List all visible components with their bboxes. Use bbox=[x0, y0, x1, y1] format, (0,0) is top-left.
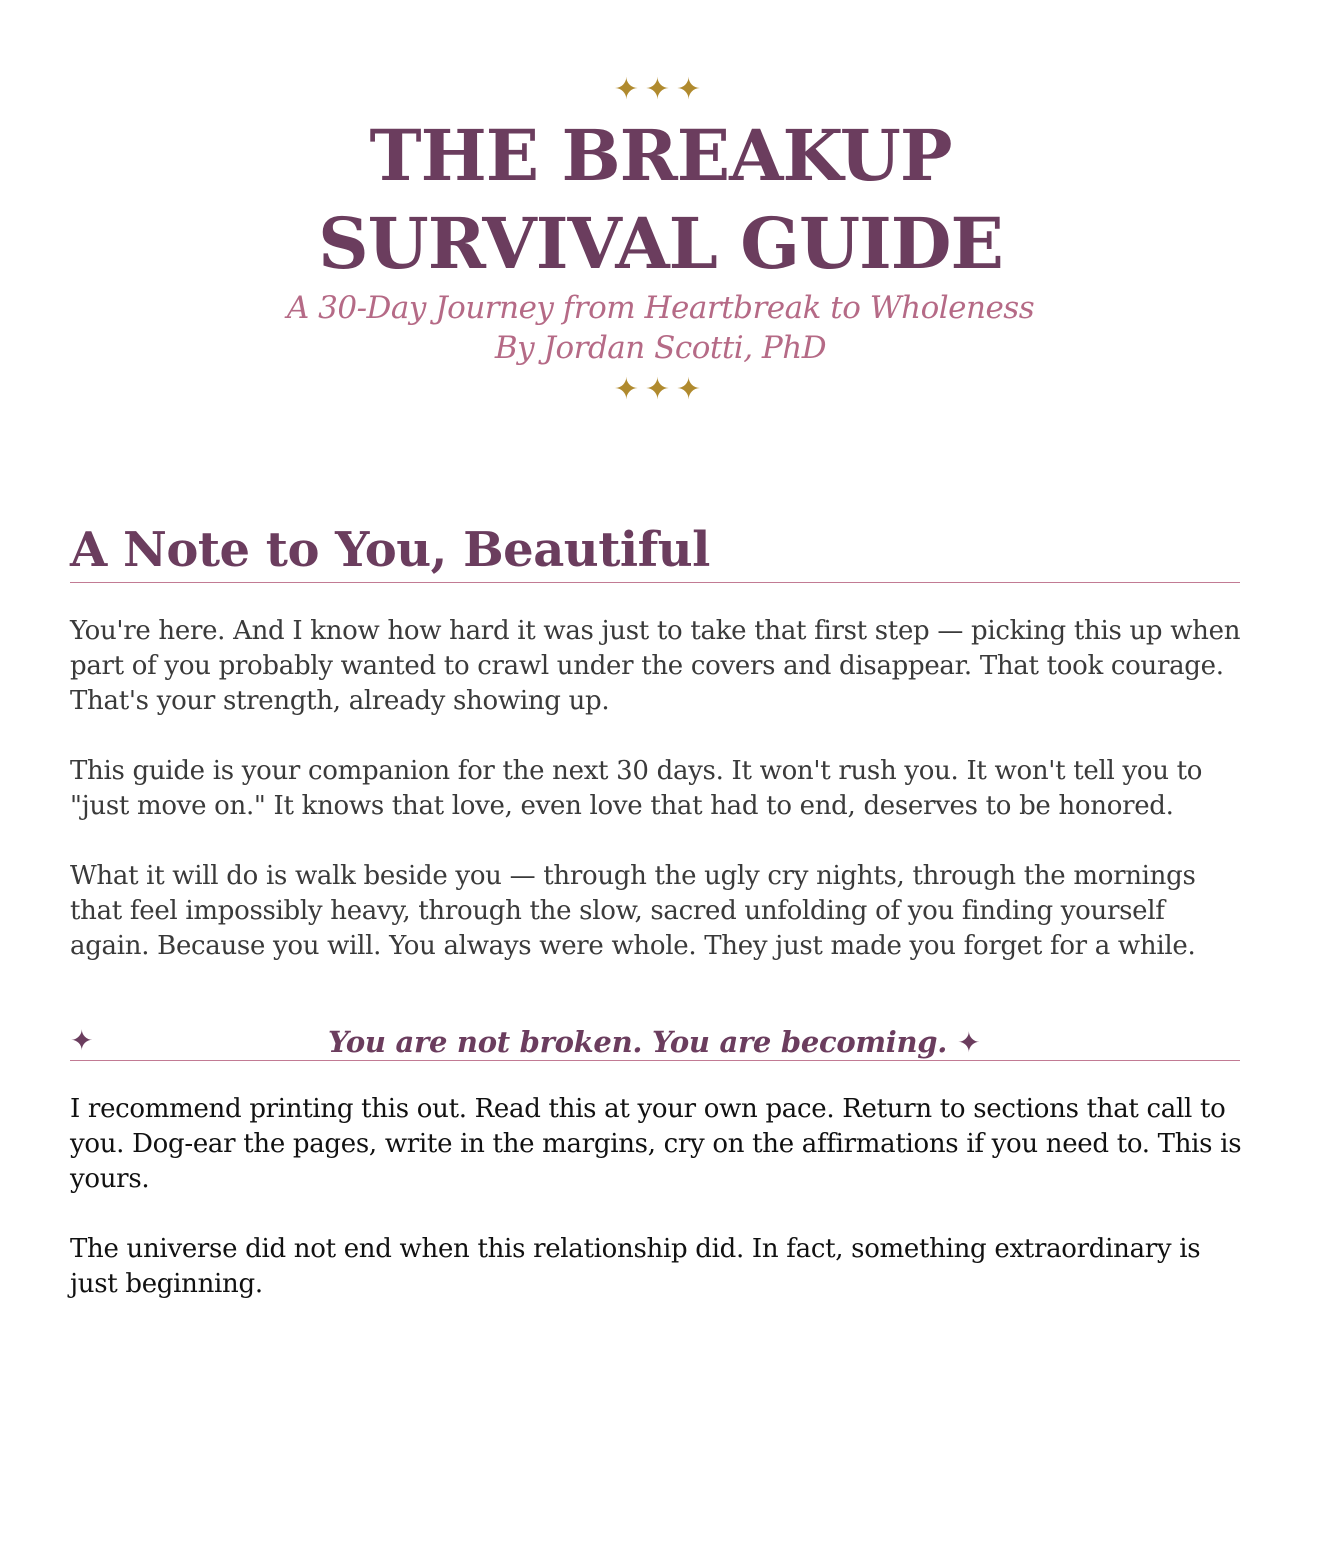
author-byline: By Jordan Scotti, PhD bbox=[494, 330, 827, 366]
sparkle-icon-left: ✦ bbox=[70, 1024, 94, 1057]
title-line-2: SURVIVAL GUIDE bbox=[318, 202, 1003, 285]
ornament-stars-bottom: ✦✦✦ bbox=[613, 372, 708, 407]
closing-paragraph-2: The universe did not end when this relationship did. In fact, something extraordinary is just beginning. bbox=[70, 1234, 1201, 1299]
pull-quote-text: You are not broken. You are becoming. bbox=[328, 1025, 948, 1059]
ornament-stars-top: ✦✦✦ bbox=[613, 72, 708, 107]
sparkle-icon-right: ✦ bbox=[957, 1026, 981, 1059]
pull-quote-text-wrap bbox=[328, 1022, 980, 1063]
title-line-1: THE BREAKUP bbox=[369, 114, 952, 197]
pull-quote bbox=[70, 1022, 1240, 1061]
document-title bbox=[0, 112, 1321, 288]
document-subtitle: A 30-Day Journey from Heartbreak to Wholeness bbox=[286, 290, 1035, 326]
section-heading: A Note to You, Beautiful bbox=[70, 518, 1240, 583]
intro-paragraph-1: You're here. And I know how hard it was just to take that first step — picking this up when part of you probably wanted to crawl under the covers and disappear. That took courage. That's your strength, already showing up. bbox=[70, 616, 1241, 716]
title-block bbox=[0, 68, 1321, 412]
closing-paragraph-1: I recommend printing this out. Read this at your own pace. Return to sections that call to you. Dog-ear the pages, write in the margins, cry on the affirmations if you need to. This is yours. bbox=[70, 1094, 1242, 1194]
intro-paragraph-3: What it will do is walk beside you — through the ugly cry nights, through the mornings that feel impossibly heavy, through the slow, sacred unfolding of you finding yourself again. Because you will. You always were whole. They just made you forget for a while. bbox=[70, 861, 1196, 961]
intro-paragraph-2: This guide is your companion for the next 30 days. It won't rush you. It won't tell you to "just move on." It knows that love, even love that had to end, deserves to be honored. bbox=[70, 756, 1203, 821]
